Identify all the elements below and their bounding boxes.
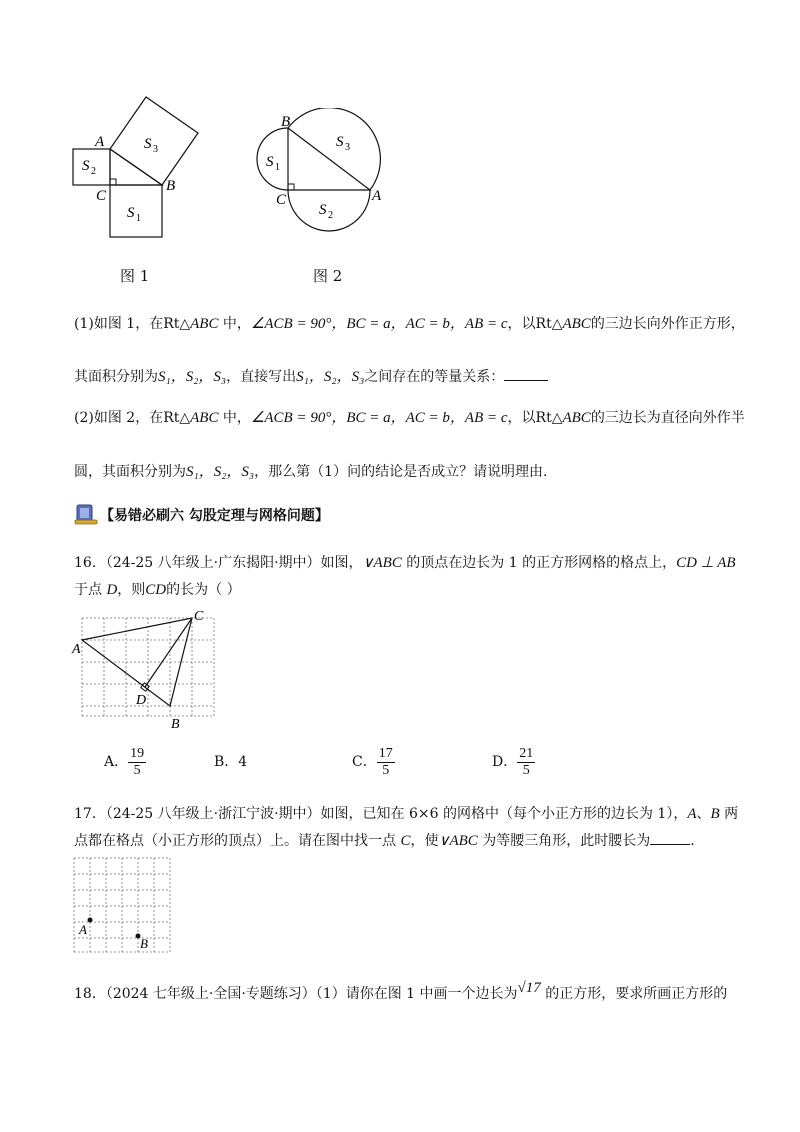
q17-l2-c: ，使 <box>410 833 439 849</box>
q17-line2 <box>74 830 695 851</box>
q15-p1-l2-a: 其面积分别为 <box>74 369 158 385</box>
q16-option-b[interactable] <box>214 744 247 780</box>
q17-grid-figure <box>70 852 174 956</box>
q17-l2-e: 为等腰三角形，此时腰长为 <box>477 833 651 849</box>
q16-l2-a: 于点 <box>74 582 107 598</box>
q18-l1-b: √17 <box>517 980 541 996</box>
q17-label-b: B <box>140 936 148 951</box>
fig2-sub-s1: 1 <box>275 162 280 173</box>
fig1-sub-s1: 1 <box>136 213 141 224</box>
q16-option-b-letter: B． <box>214 754 239 770</box>
q15-p1-l2-c: ，直接写出 <box>226 369 297 385</box>
fig1-label-s1: S <box>127 205 135 221</box>
q15-p2-l1-d: 中， <box>218 410 251 426</box>
fig1-square-s1 <box>110 185 162 237</box>
fig1-sub-s2: 2 <box>91 166 96 177</box>
q16-l1-d: CD ⊥ AB <box>676 555 736 571</box>
figure-1 <box>60 90 230 250</box>
q15-p2-l1-f: ，以 <box>507 410 536 426</box>
q17-l2-d: ∨ABC <box>438 833 478 849</box>
fig1-sub-s3: 3 <box>153 144 158 155</box>
q17-point-a <box>88 918 93 923</box>
q15-answer-blank <box>504 366 548 381</box>
q15-p2-l1-h: ABC <box>562 410 591 426</box>
q16-option-c-fraction: $\frac{17}{5}$ <box>378 745 393 778</box>
q16-option-d[interactable] <box>492 744 535 780</box>
q15-part2-line2 <box>74 462 548 482</box>
q15-p1-l1-f: ，以 <box>507 316 536 332</box>
q15-p1-l1-d: 中， <box>218 316 251 332</box>
q15-p2-l1-g: Rt△ <box>535 410 563 426</box>
q16-option-c-letter: C． <box>352 754 377 770</box>
q16-label-c: C <box>194 609 204 624</box>
q17-answer-blank <box>650 830 690 845</box>
q16-l2-b: D <box>106 582 118 598</box>
q16-option-a-fraction: $\frac{19}{5}$ <box>130 745 145 778</box>
fig1-label-s2: S <box>82 158 90 174</box>
fig1-label-b: B <box>166 178 176 194</box>
q16-l2-d: CD <box>145 582 167 598</box>
fig2-label-s3: S <box>336 134 344 150</box>
fig2-sub-s2: 2 <box>328 210 333 221</box>
section-icon <box>74 503 98 525</box>
fig2-label-b: B <box>281 114 291 130</box>
q16-line1 <box>74 553 736 573</box>
q17-l1-a: 17．（24-25 八年级上·浙江宁波·期中）如图，已知在 6×6 的网格中（每个小正方形的边长为 1）， <box>74 806 688 822</box>
fig2-caption: 图 2 <box>313 267 343 285</box>
q16-l2-c: ，则 <box>117 582 146 598</box>
book-icon <box>74 503 98 525</box>
q15-p1-l1-b: Rt△ <box>163 316 191 332</box>
q15-p2-l1-i: 的三边长为直径向外作半 <box>590 410 745 426</box>
q18-l1-c: 的正方形，要求所画正方形的 <box>540 986 728 1002</box>
q15-p2-l1-c: ABC <box>190 410 219 426</box>
q17-l1-c: 、 <box>696 806 711 822</box>
q16-label-d: D <box>136 693 147 708</box>
q15-p1-l2-e: 之间存在的等量关系： <box>364 369 505 385</box>
q15-p1-l1-e: ∠ACB = 90°，BC = a，AC = b，AB = c <box>250 316 508 332</box>
fig1-label-c: C <box>96 188 107 204</box>
q17-l1-b: A <box>687 806 697 822</box>
q15-p2-l2-a: 圆，其面积分别为 <box>74 464 186 480</box>
q17-l1-d: B <box>710 806 720 822</box>
q16-option-d-fraction: $\frac{21}{5}$ <box>519 745 534 778</box>
q16-option-a[interactable] <box>104 744 146 780</box>
fig1-caption: 图 1 <box>120 267 150 285</box>
fig1-label-a: A <box>95 134 105 150</box>
figure-2 <box>252 108 402 238</box>
fig2-semicircle-s3 <box>288 108 380 190</box>
q16-option-a-letter: A． <box>104 754 129 770</box>
q15-part1-line1 <box>74 314 745 334</box>
fig2-label-a: A <box>372 188 382 204</box>
q15-p2-l2-c: ，那么第（1）问的结论是否成立？请说明理由. <box>254 464 548 480</box>
q16-l2-e: 的长为（ ） <box>166 582 241 598</box>
q15-p2-l1-b: Rt△ <box>163 410 191 426</box>
q16-label-a: A <box>72 642 81 657</box>
q15-part2-line1 <box>74 408 745 428</box>
fig1-label-s3: S <box>144 136 152 152</box>
q16-option-b-value: 4 <box>238 754 248 770</box>
q18-l1-a: 18．（2024 七年级上·全国·专题练习）（1）请你在图 1 中画一个边长为 <box>74 986 518 1002</box>
q17-l2-f: . <box>690 833 695 849</box>
q16-line2 <box>74 580 241 600</box>
q15-p2-l2-b: S₁，S₂，S₃ <box>186 464 255 480</box>
q15-p1-l1-g: Rt△ <box>535 316 563 332</box>
q16-option-d-letter: D． <box>492 754 518 770</box>
q17-l2-a: 点都在格点（小正方形的顶点）上。请在图中找一点 <box>74 833 401 849</box>
fig2-label-c: C <box>276 192 287 208</box>
q16-l1-a: 16．（24-25 八年级上·广东揭阳·期中）如图， <box>74 555 363 571</box>
q15-p1-l1-a: (1)如图 1，在 <box>74 316 164 332</box>
q17-label-a: A <box>79 922 87 937</box>
q16-option-c[interactable] <box>352 744 395 780</box>
fig2-label-s1: S <box>266 154 274 170</box>
q16-grid-figure <box>68 606 218 736</box>
q15-p1-l2-d: S₁，S₂，S₃ <box>296 369 365 385</box>
q15-part1-line2 <box>74 366 548 387</box>
q18-line1 <box>74 980 728 1004</box>
q15-p2-l1-e: ∠ACB = 90°，BC = a，AC = b，AB = c <box>250 410 508 426</box>
q15-p2-l1-a: (2)如图 2，在 <box>74 410 164 426</box>
section-title: 【易错必刷六 勾股定理与网格问题】 <box>100 508 329 524</box>
fig1-square-s3 <box>110 97 198 185</box>
q15-p1-l1-i: 的三边长向外作正方形， <box>590 316 745 332</box>
q16-l1-c: 的顶点在边长为 1 的正方形网格的格点上， <box>401 555 677 571</box>
q17-line1 <box>74 804 738 824</box>
q16-l1-b: ∨ABC <box>362 555 402 571</box>
q15-p1-l1-c: ABC <box>190 316 219 332</box>
fig2-sub-s3: 3 <box>345 142 350 153</box>
q15-p1-l2-b: S₁，S₂，S₃ <box>158 369 227 385</box>
q16-label-b: B <box>171 717 180 732</box>
q15-p1-l1-h: ABC <box>562 316 591 332</box>
q17-l2-b: C <box>400 833 411 849</box>
fig2-label-s2: S <box>319 202 327 218</box>
q17-l1-e: 两 <box>719 806 739 822</box>
